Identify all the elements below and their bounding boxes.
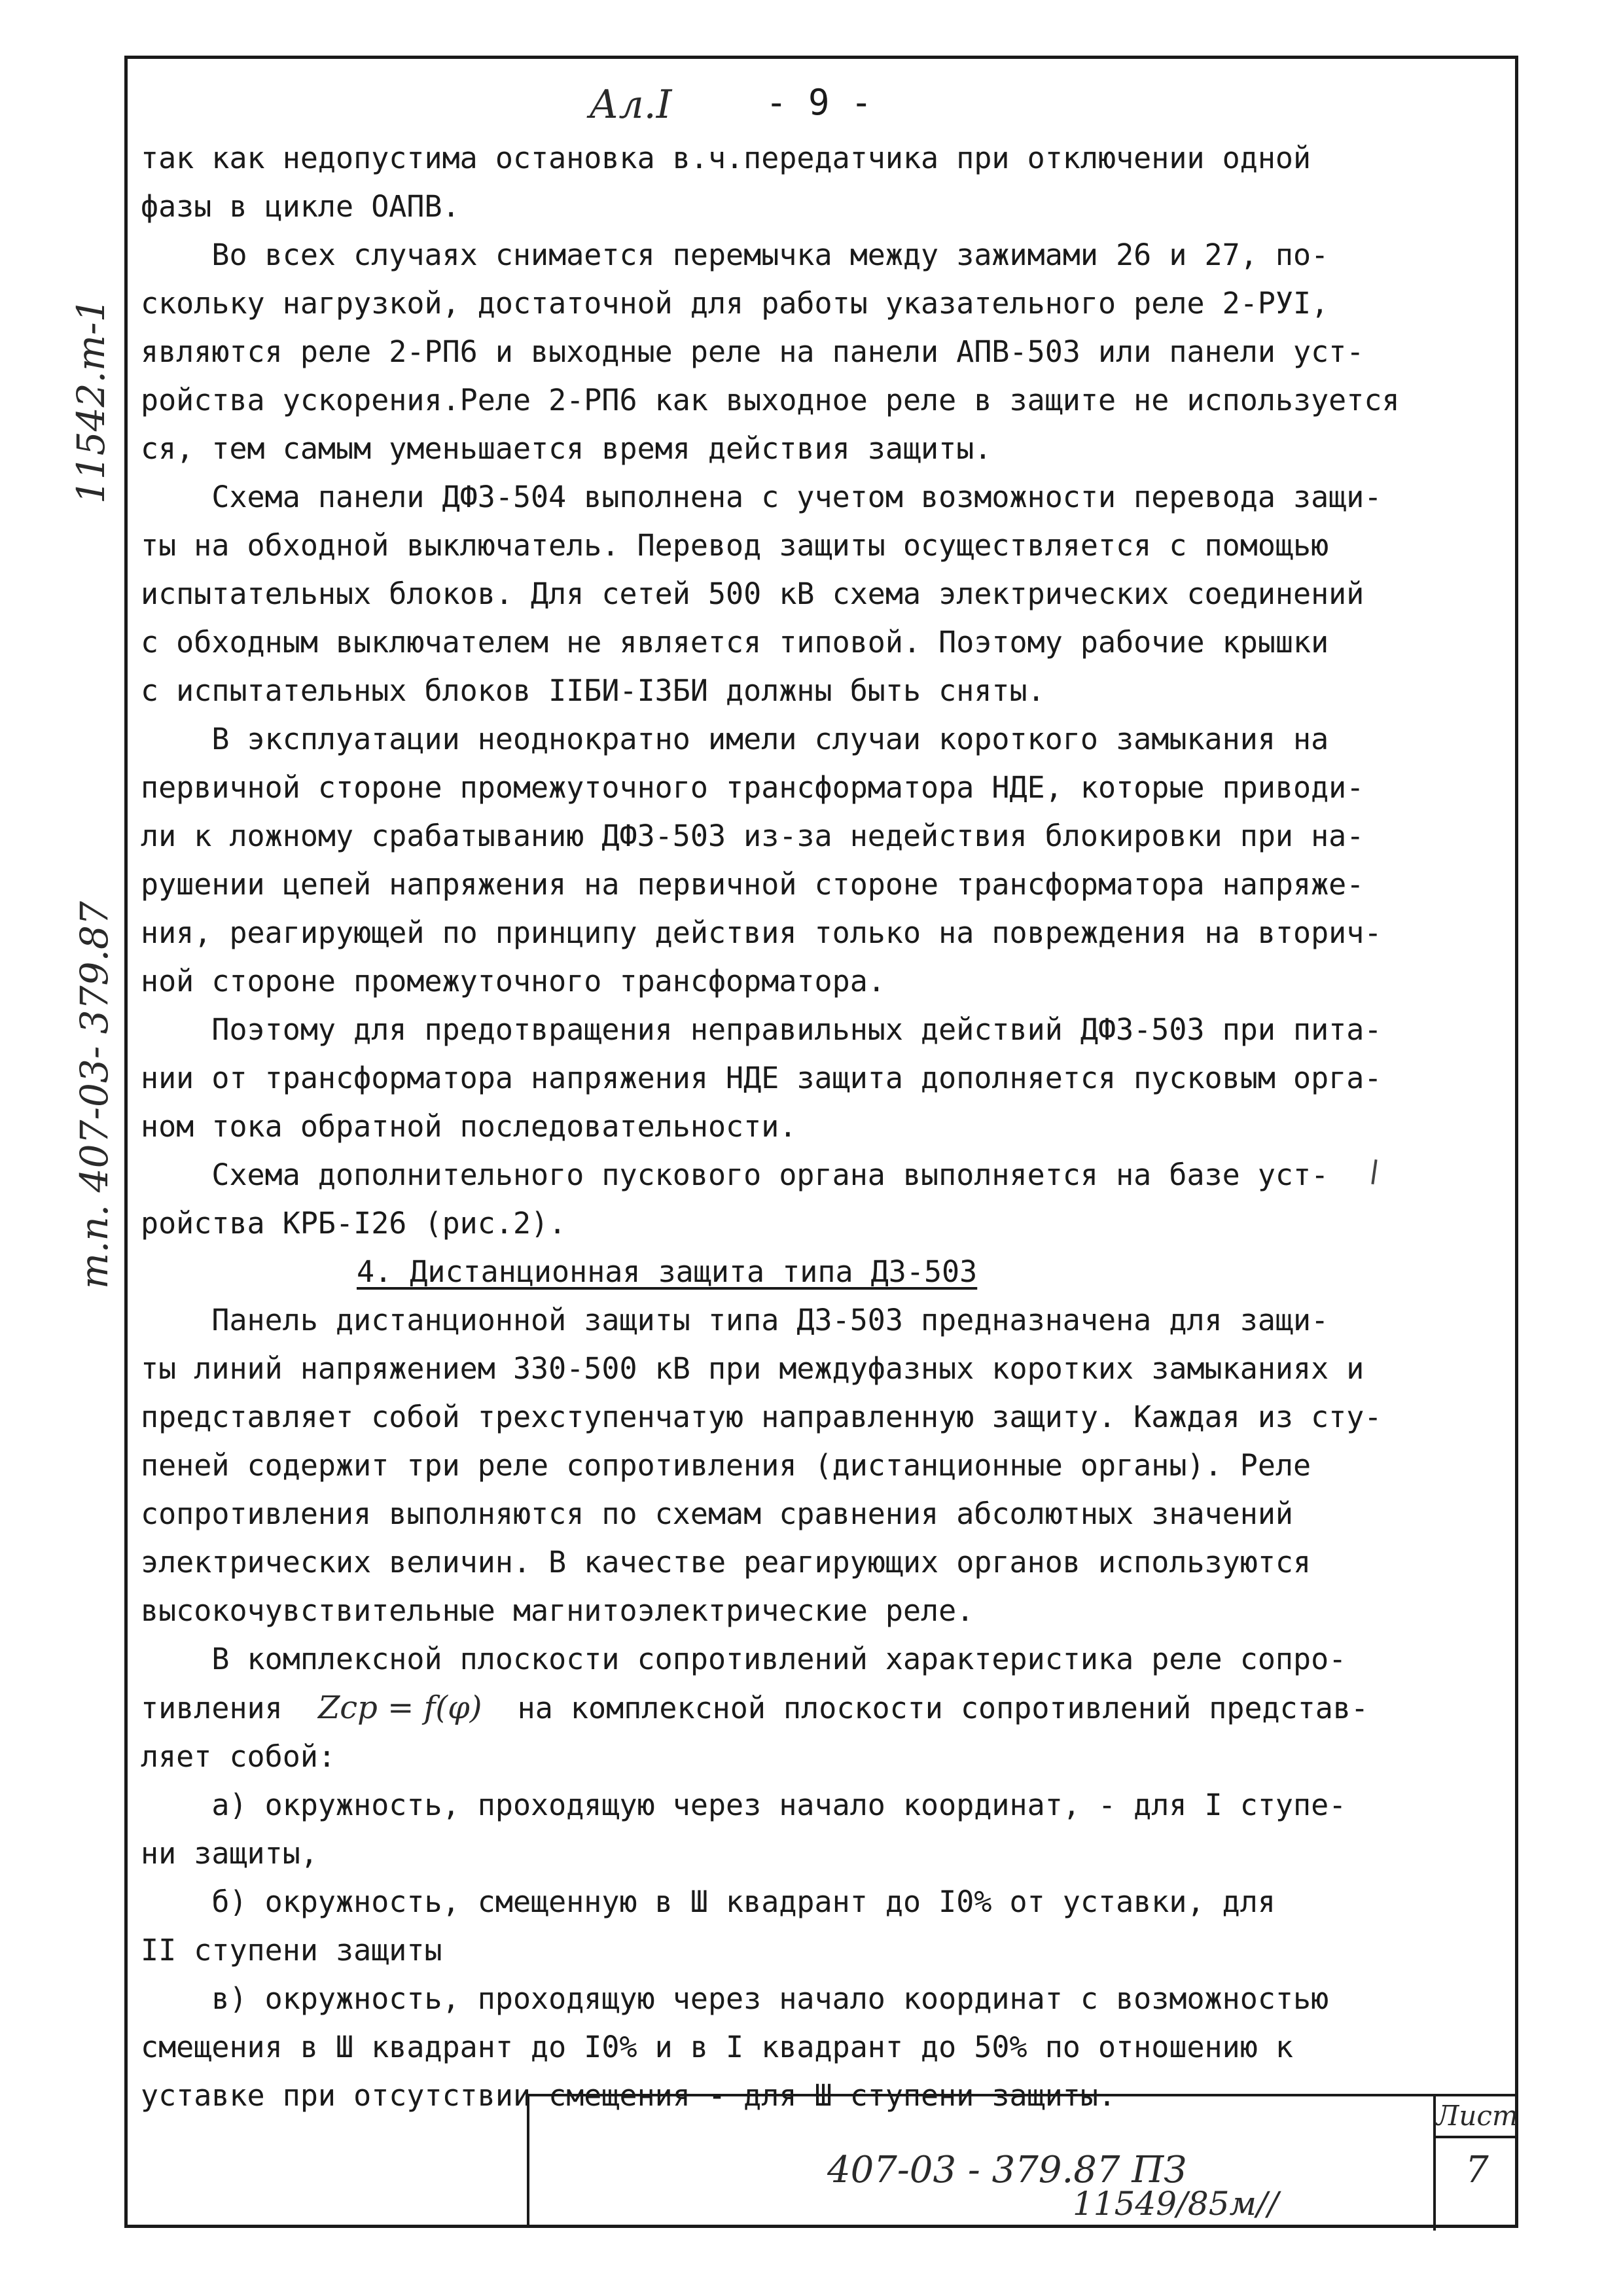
body-line: В эксплуатации неоднократно имели случаи короткого замыкания на [141, 722, 1329, 756]
body-line: рушении цепей напряжения на первичной стороне трансформатора напряже- [141, 867, 1364, 902]
body-line: первичной стороне промежуточного трансформатора НДЕ, которые приводи- [141, 770, 1364, 805]
body-line: ройства ускорения.Реле 2-РП6 как выходное реле в защите не используется [141, 383, 1400, 417]
body-line: представляет собой трехступенчатую направленную защиту. Каждая из сту- [141, 1400, 1382, 1434]
page-number: - 9 - [766, 82, 872, 123]
body-line: ли к ложному срабатыванию ДФЗ-503 из-за недействия блокировки при на- [141, 819, 1364, 853]
body-line: Во всех случаях снимается перемычка между зажимами 26 и 27, по- [141, 238, 1329, 272]
body-line: скольку нагрузкой, достаточной для работы указательного реле 2-РУI, [141, 286, 1329, 321]
body-line: ройства КРБ-I26 (рис.2). [141, 1206, 567, 1241]
body-line: ном тока обратной последовательности. [141, 1109, 797, 1144]
body-line: в) окружность, проходящую через начало координат с возможностью [141, 1981, 1329, 2016]
sheet-box [1433, 2096, 1518, 2231]
stamp-doc-number: 407-03 - 379.87 ПЗ [827, 2149, 1187, 2191]
margin-note-top: 11542.т-1 [69, 298, 113, 504]
body-line-with-formula [141, 1684, 1508, 1733]
body-line: смещения в Ш квадрант до I0% и в I квадрант до 50% по отношению к [141, 2030, 1293, 2064]
sheet-number: 7 [1465, 2149, 1489, 2191]
margin-note-bottom: т.п. 407-03- 379.87 [72, 901, 116, 1289]
body-line: а) окружность, проходящую через начало координат, - для I ступе- [141, 1788, 1347, 1822]
body-line: так как недопустима остановка в.ч.передатчика при отключении одной [141, 141, 1311, 175]
sheet-label: Лист [1436, 2096, 1518, 2138]
body-line: уставке при отсутствии смещения - для Ш ступени защиты. [141, 2078, 1116, 2113]
body-line: с испытательных блоков IIБИ-I3БИ должны быть сняты. [141, 673, 1045, 708]
body-line: Схема панели ДФЗ-504 выполнена с учетом возможности перевода защи- [141, 480, 1382, 514]
section-heading: 4. Дистанционная защита типа ДЗ-503 [357, 1254, 978, 1289]
body-line: Схема дополнительного пускового органа выполняется на базе уст- [141, 1157, 1329, 1192]
body-line: II ступени защиты [141, 1933, 442, 1968]
body-line: ни защиты, [141, 1836, 318, 1871]
handwritten-mark: Ал.I [589, 82, 672, 128]
body-line: пеней содержит три реле сопротивления (дистанционные органы). Реле [141, 1448, 1311, 1483]
body-line: ляет собой: [141, 1739, 336, 1774]
body-line: испытательных блоков. Для сетей 500 кВ схема электрических соединений [141, 576, 1364, 611]
body-line: сопротивления выполняются по схемам сравнения абсолютных значений [141, 1496, 1293, 1531]
stamp-signature: 11549/85м// [1073, 2185, 1279, 2223]
body-line: б) окружность, смещенную в Ш квадрант до I0% от уставки, для [141, 1884, 1275, 1919]
formula: Zср = f(φ) [317, 1689, 482, 1726]
title-block [527, 2094, 1518, 2228]
body-line: нии от трансформатора напряжения НДЕ защита дополняется пусковым орга- [141, 1061, 1382, 1095]
body-line: ной стороне промежуточного трансформатора. [141, 964, 885, 998]
body-line: являются реле 2-РП6 и выходные реле на панели АПВ-503 или панели уст- [141, 334, 1364, 369]
body-line: фазы в цикле ОАПВ. [141, 189, 460, 224]
body-text [141, 134, 1508, 2120]
body-line: с обходным выключателем не является типовой. Поэтому рабочие крышки [141, 625, 1329, 660]
body-line: Поэтому для предотвращения неправильных действий ДФЗ-503 при пита- [141, 1012, 1382, 1047]
body-line-end: на комплексной плоскости сопротивлений представ- [517, 1691, 1369, 1725]
body-line: ты на обходной выключатель. Перевод защиты осуществляется с помощью [141, 528, 1329, 563]
body-line: ты линий напряжением 330-500 кВ при междуфазных коротких замыканиях и [141, 1351, 1364, 1386]
body-line: высокочувствительные магнитоэлектрические реле. [141, 1593, 974, 1628]
body-line: ся, тем самым уменьшается время действия защиты. [141, 431, 992, 466]
body-line: Панель дистанционной защиты типа ДЗ-503 предназначена для защи- [141, 1303, 1329, 1337]
body-line: ния, реагирующей по принципу действия только на повреждения на вторич- [141, 915, 1382, 950]
body-line: электрических величин. В качестве реагирующих органов используются [141, 1545, 1311, 1580]
body-line: В комплексной плоскости сопротивлений характеристика реле сопро- [141, 1642, 1347, 1676]
body-line-start: тивления [141, 1691, 283, 1725]
